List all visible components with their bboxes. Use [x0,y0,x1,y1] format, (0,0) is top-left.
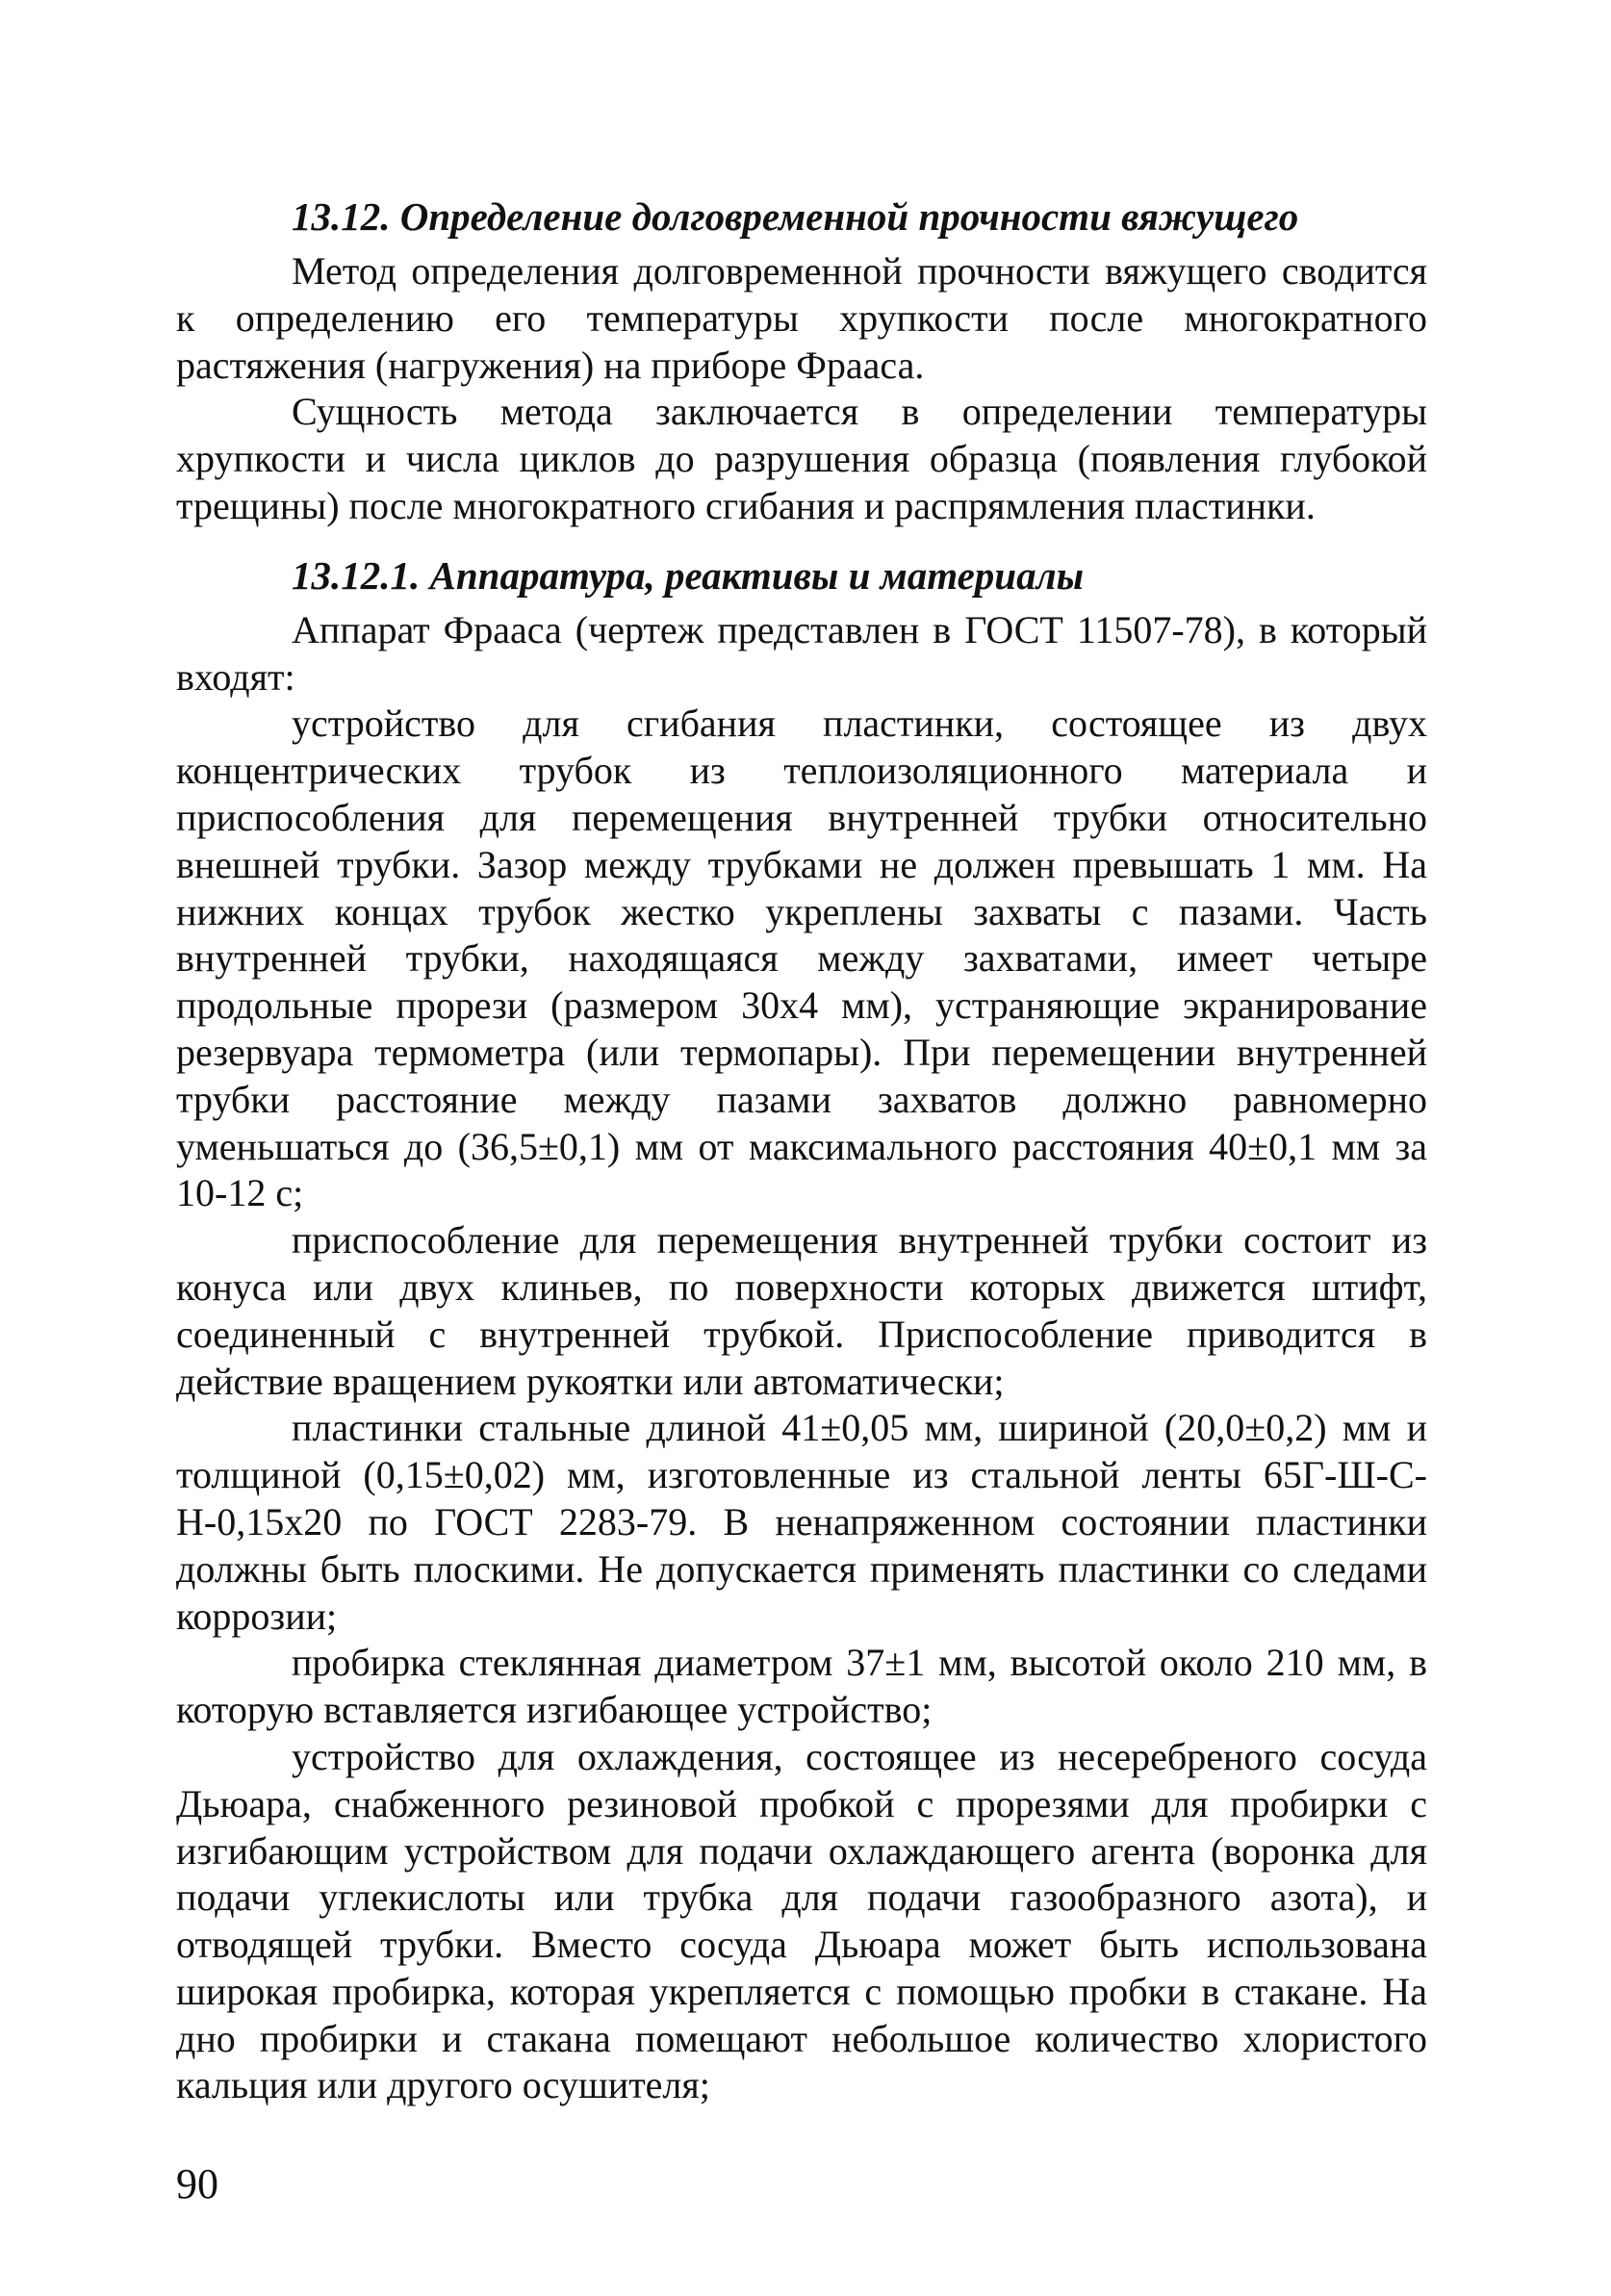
paragraph-moving-device: приспособление для перемещения внутренней трубки состоит из конуса или двух клиньев, по поверхности которых движется штифт, соединенный с внутренней трубкой. Приспособление приводится в действие вращением рукоятки или автоматически; [176,1218,1427,1403]
section-heading: 13.12. Определение долговременной прочности вяжущего [292,194,1299,239]
paragraph-cooling-device: устройство для охлаждения, состоящее из несеребреного сосуда Дьюара, снабженного резиновой пробкой с прорезями для пробирки с изгибающим устройством для подачи охлаждающего агента (воронка для подачи углекислоты или трубка для подачи газообразного азота), и отводящей трубки. Вместо сосуда Дьюара может быть использована широкая пробирка, которая укрепляется с помощью пробки в стакане. На дно пробирки и стакана помещают небольшое количество хлористого кальция или другого осушителя; [176,1734,1427,2107]
paragraph-steel-plates: пластинки стальные длиной 41±0,05 мм, шириной (20,0±0,2) мм и толщиной (0,15±0,02) мм, изготовленные из стальной ленты 65Г-Ш-С-Н-0,15x20 по ГОСТ 2283-79. В ненапряженном состоянии пластинки должны быть плоскими. Не допускается применять пластинки со следами коррозии; [176,1406,1427,1638]
paragraph-essence: Сущность метода заключается в определении температуры хрупкости и числа циклов до разрушения образца (появления глубокой трещины) после многократного сгибания и распрямления пластинки. [176,390,1427,527]
paragraph-test-tube: пробирка стеклянная диаметром 37±1 мм, высотой около 210 мм, в которую вставляется изгибающее устройство; [176,1641,1427,1732]
paragraph-method: Метод определения долговременной прочности вяжущего сводится к определению его температуры хрупкости после многократного растяжения (нагружения) на приборе Фрааса. [176,249,1427,387]
paragraph-bending-device: устройство для сгибания пластинки, состоящее из двух концентрических трубок из теплоизоляционного материала и приспособления для перемещения внутренней трубки относительно внешней трубки. Зазор между трубками не должен превышать 1 мм. На нижних концах трубок жестко укреплены захваты с пазами. Часть внутренней трубки, находящаяся между захватами, имеет четыре продольные прорези (размером 30x4 мм), устраняющие экранирование резервуара термометра (или термопары). При перемещении внутренней трубки расстояние между пазами захватов должно равномерно уменьшаться до (36,5±0,1) мм от максимального расстояния 40±0,1 мм за 10-12 с; [176,702,1427,1215]
subsection-heading: 13.12.1. Аппаратура, реактивы и материалы [292,552,1085,598]
paragraph-apparatus: Аппарат Фрааса (чертеж представлен в ГОСТ 11507-78), в который входят: [176,607,1427,699]
page-body [176,192,1427,2109]
page-number: 90 [176,2160,218,2207]
